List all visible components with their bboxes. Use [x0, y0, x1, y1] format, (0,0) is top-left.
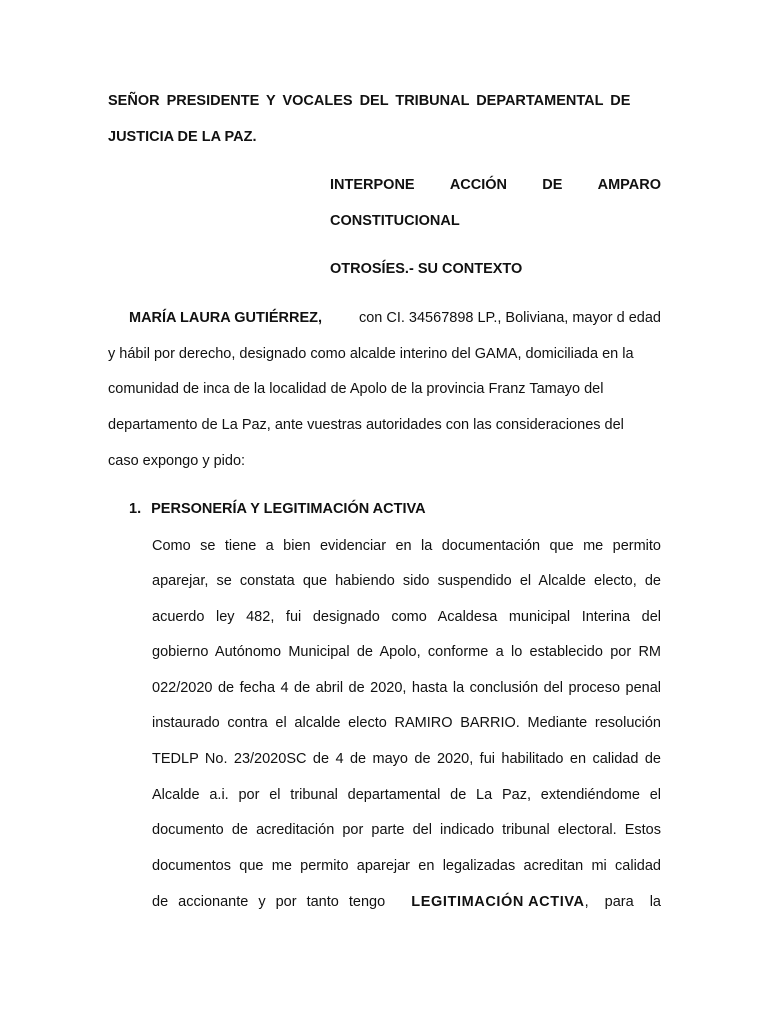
intro-line-3: comunidad de inca de la localidad de Apolo de la provincia Franz Tamayo del — [108, 381, 604, 397]
intro-line-2: y hábil por derecho, designado como alcalde interino del GAMA, domiciliada en la — [108, 346, 634, 362]
section-1-line: aparejar, se constata que habiendo sido suspendido el Alcalde electo, de — [152, 573, 661, 589]
addressee-line-1 — [108, 92, 661, 110]
intro-line-5: caso expongo y pido: — [108, 453, 246, 469]
summary-word: AMPARO — [597, 177, 661, 193]
section-1-line: gobierno Autónomo Municipal de Apolo, conforme a lo establecido por RM — [152, 644, 661, 660]
section-1-line: documentos que me permito aparejar en legalizadas acreditan mi calidad — [152, 858, 661, 874]
section-1-line: acuerdo ley 482, fui designado como Acaldesa municipal Interina del — [152, 609, 661, 625]
section-1-line: documento de acreditación por parte del indicado tribunal electoral. Estos — [152, 822, 661, 838]
intro-line-1: MARÍA LAURA GUTIÉRREZ, con CI. 34567898 LP., Boliviana, mayor d edad — [129, 310, 661, 326]
section-1-line: 022/2020 de fecha 4 de abril de 2020, hasta la conclusión del proceso penal — [152, 680, 661, 696]
section-1-last-line: de accionante y por tanto tengo LEGITIMACIÓN ACTIVA, para la — [152, 894, 661, 910]
legitimacion-activa-emphasis: LEGITIMACIÓN ACTIVA — [411, 894, 585, 910]
addressee-line-2: JUSTICIA DE LA PAZ. — [108, 129, 257, 145]
addressee-text-1: SEÑOR PRESIDENTE Y VOCALES DEL TRIBUNAL DEPARTAMENTAL DE — [108, 93, 631, 109]
summary-word: DE — [542, 177, 563, 193]
otrosies-heading: OTROSÍES.- SU CONTEXTO — [330, 261, 523, 277]
section-1-line: TEDLP No. 23/2020SC de 4 de mayo de 2020, fui habilitado en calidad de — [152, 751, 661, 767]
summary-word: INTERPONE — [330, 177, 415, 193]
section-1-heading — [129, 500, 426, 518]
petitioner-name: MARÍA LAURA GUTIÉRREZ, — [129, 310, 323, 326]
intro-line-4: departamento de La Paz, ante vuestras autoridades con las consideraciones del — [108, 417, 624, 433]
summary-line-1 — [330, 176, 661, 194]
section-title: PERSONERÍA Y LEGITIMACIÓN ACTIVA — [151, 501, 426, 517]
body-text: de accionante y por tanto tengo — [152, 894, 386, 910]
section-1-line: Como se tiene a bien evidenciar en la documentación que me permito — [152, 538, 661, 554]
section-number: 1. — [129, 501, 142, 517]
summary-line-2: CONSTITUCIONAL — [330, 213, 460, 229]
section-1-line: instaurado contra el alcalde electo RAMIRO BARRIO. Mediante resolución — [152, 715, 661, 731]
summary-word: ACCIÓN — [449, 177, 508, 193]
section-1-line: Alcalde a.i. por el tribunal departamental de La Paz, extendiéndome el — [152, 787, 661, 803]
